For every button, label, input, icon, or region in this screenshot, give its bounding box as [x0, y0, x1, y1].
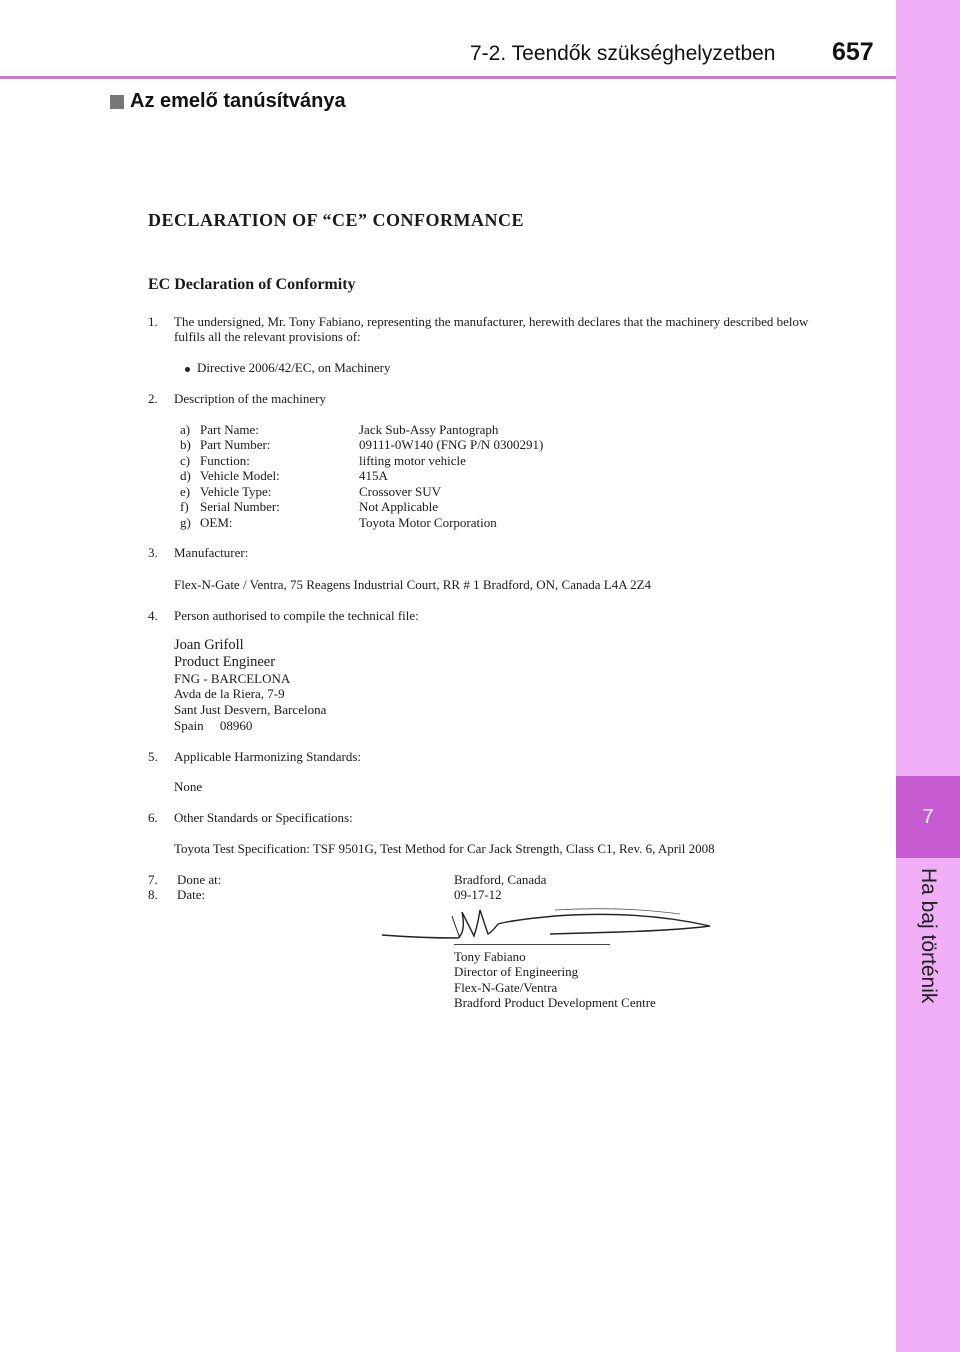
- detail-value-c: lifting motor vehicle: [359, 453, 466, 468]
- item-3-label: Manufacturer:: [174, 545, 249, 560]
- item-8-number: 8.: [148, 887, 158, 902]
- detail-label-g: OEM:: [200, 515, 233, 530]
- signature-line: [454, 944, 610, 945]
- person-address-3: Spain 08960: [174, 718, 253, 733]
- detail-label-d: Vehicle Model:: [200, 468, 280, 483]
- bullet-icon: [185, 367, 190, 372]
- detail-label-f: Serial Number:: [200, 499, 280, 514]
- detail-value-g: Toyota Motor Corporation: [359, 515, 497, 530]
- detail-key-g: g): [180, 515, 191, 530]
- manufacturer-address: Flex-N-Gate / Ventra, 75 Reagens Industrial Court, RR # 1 Bradford, ON, Canada L4A 2Z4: [174, 577, 652, 592]
- page-number: 657: [832, 38, 874, 66]
- item-2-label: Description of the machinery: [174, 391, 326, 406]
- doc-subtitle: EC Declaration of Conformity: [148, 276, 356, 293]
- item-5-label: Applicable Harmonizing Standards:: [174, 749, 362, 764]
- item-1-line-2: fulfils all the relevant provisions of:: [174, 329, 361, 344]
- signer-title: Director of Engineering: [454, 964, 579, 979]
- item-8-label: Date:: [177, 887, 206, 902]
- item-4-number: 4.: [148, 608, 158, 623]
- detail-value-f: Not Applicable: [359, 499, 439, 514]
- item-6-label: Other Standards or Specifications:: [174, 810, 353, 825]
- item-1-number: 1.: [148, 314, 158, 329]
- signer-department: Bradford Product Development Centre: [454, 995, 656, 1010]
- directive-text: Directive 2006/42/EC, on Machinery: [197, 360, 391, 375]
- item-7-number: 7.: [148, 872, 158, 887]
- doc-title: DECLARATION OF “CE” CONFORMANCE: [148, 210, 525, 230]
- standards-value: None: [174, 779, 203, 794]
- detail-key-a: a): [180, 422, 191, 437]
- header-section-title: 7-2. Teendők szükséghelyzetben: [470, 42, 776, 65]
- chapter-sidebar: [896, 0, 960, 1352]
- detail-key-f: f): [180, 499, 189, 514]
- item-1-line-1: The undersigned, Mr. Tony Fabiano, representing the manufacturer, herewith declares that the machinery described below: [174, 314, 809, 329]
- signer-name: Tony Fabiano: [454, 949, 526, 964]
- item-3-number: 3.: [148, 545, 158, 560]
- item-4-label: Person authorised to compile the technical file:: [174, 608, 419, 623]
- item-5-number: 5.: [148, 749, 158, 764]
- detail-value-a: Jack Sub-Assy Pantograph: [359, 422, 499, 437]
- detail-key-b: b): [180, 437, 191, 452]
- detail-label-e: Vehicle Type:: [200, 484, 272, 499]
- detail-key-e: e): [180, 484, 191, 499]
- person-role: Product Engineer: [174, 654, 276, 670]
- person-name: Joan Grifoll: [174, 637, 244, 653]
- detail-label-c: Function:: [200, 453, 250, 468]
- chapter-title: Ha baj történik: [917, 868, 940, 1004]
- detail-label-a: Part Name:: [200, 422, 259, 437]
- detail-key-d: d): [180, 468, 191, 483]
- directive-item: [185, 360, 391, 376]
- detail-value-d: 415A: [359, 468, 388, 483]
- item-2-number: 2.: [148, 391, 158, 406]
- item-6-number: 6.: [148, 810, 158, 825]
- item-7-value: Bradford, Canada: [454, 872, 547, 887]
- specification-value: Toyota Test Specification: TSF 9501G, Test Method for Car Jack Strength, Class C1, Rev. 6, April 2008: [174, 841, 715, 856]
- section-heading-text: Az emelő tanúsítványa: [130, 90, 346, 112]
- signer-company: Flex-N-Gate/Ventra: [454, 980, 558, 995]
- detail-key-c: c): [180, 453, 191, 468]
- signature-image: [380, 902, 720, 948]
- detail-value-b: 09111-0W140 (FNG P/N 0300291): [359, 437, 544, 452]
- person-company: FNG - BARCELONA: [174, 671, 291, 686]
- person-address-1: Avda de la Riera, 7-9: [174, 686, 285, 701]
- detail-label-b: Part Number:: [200, 437, 271, 452]
- detail-value-e: Crossover SUV: [359, 484, 441, 499]
- item-7-label: Done at:: [177, 872, 222, 887]
- person-address-2: Sant Just Desvern, Barcelona: [174, 702, 327, 717]
- chapter-number-tab[interactable]: 7: [896, 776, 960, 858]
- item-8-value: 09-17-12: [454, 887, 502, 902]
